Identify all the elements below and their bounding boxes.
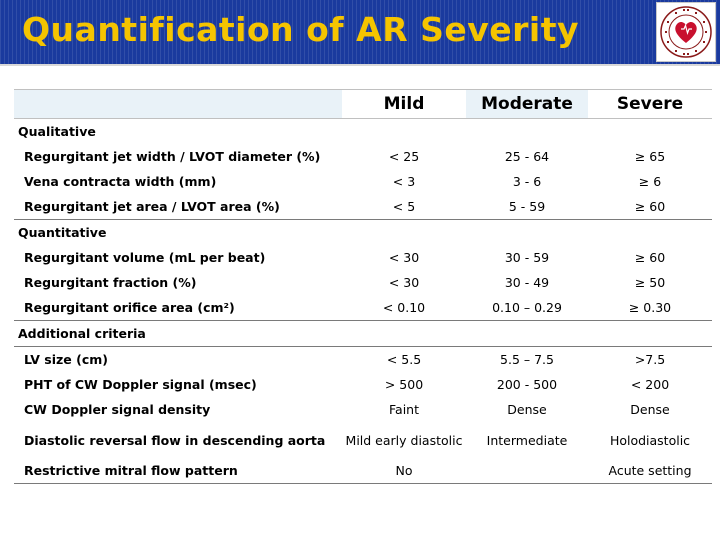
section-label: Additional criteria <box>14 321 712 347</box>
slide-title: Quantification of AR Severity <box>22 10 580 49</box>
criterion-cell: Diastolic reversal flow in descending aorta <box>24 432 326 448</box>
severe-cell: ≥ 60 <box>634 250 666 265</box>
criterion-cell: LV size (cm) <box>14 347 342 373</box>
criterion-cell: PHT of CW Doppler signal (msec) <box>24 377 257 392</box>
table-row <box>14 245 712 270</box>
moderate-cell: Intermediate <box>486 432 568 448</box>
table-header-row <box>14 90 712 119</box>
criterion-cell: Regurgitant jet area / LVOT area (%) <box>24 199 280 214</box>
moderate-cell: 30 - 59 <box>504 250 550 265</box>
severe-cell: < 200 <box>630 377 670 392</box>
mild-cell: < 5.5 <box>342 347 466 373</box>
moderate-cell: 30 - 49 <box>504 275 550 290</box>
table-row <box>14 347 712 373</box>
criterion-cell: Regurgitant orifice area (cm²) <box>24 300 235 315</box>
section-row-qualitative <box>14 119 712 145</box>
criterion-cell: Restrictive mitral flow pattern <box>14 458 342 484</box>
severe-cell: ≥ 0.30 <box>628 300 672 315</box>
criterion-cell: Regurgitant volume (mL per beat) <box>24 250 266 265</box>
header-cell-mild: Mild <box>342 90 466 119</box>
table-row <box>14 295 712 321</box>
mild-cell: > 500 <box>384 377 424 392</box>
section-row-additional-criteria <box>14 321 712 347</box>
header-divider <box>0 64 720 66</box>
moderate-cell: 3 - 6 <box>512 174 542 189</box>
table-row <box>14 194 712 220</box>
criterion-cell: CW Doppler signal density <box>24 402 211 417</box>
header-cell-severe: Severe <box>588 90 712 119</box>
mild-cell: Faint <box>389 402 419 417</box>
moderate-cell: 5 - 59 <box>508 199 546 214</box>
criterion-cell: Vena contracta width (mm) <box>24 174 217 189</box>
severe-cell: >7.5 <box>588 347 712 373</box>
mild-cell: No <box>342 458 466 484</box>
table-row <box>14 422 712 458</box>
severe-cell: Dense <box>630 402 670 417</box>
table-row <box>14 397 712 422</box>
mild-cell: < 3 <box>392 174 416 189</box>
severe-cell: ≥ 50 <box>634 275 666 290</box>
moderate-cell: Dense <box>507 402 547 417</box>
society-seal-logo <box>656 2 716 62</box>
header-cell-criteria <box>14 90 342 119</box>
section-label: Quantitative <box>14 220 712 246</box>
moderate-cell: 25 - 64 <box>504 149 550 164</box>
section-label: Qualitative <box>18 124 96 139</box>
table-row <box>14 458 712 484</box>
mild-cell: < 25 <box>388 149 420 164</box>
criterion-cell: Regurgitant fraction (%) <box>24 275 197 290</box>
severe-cell: ≥ 6 <box>638 174 662 189</box>
table-body <box>14 119 712 484</box>
section-row-quantitative <box>14 220 712 246</box>
table-row <box>14 144 712 169</box>
severe-cell: ≥ 65 <box>634 149 666 164</box>
slide-header <box>0 0 720 64</box>
seal-logo-icon <box>659 5 713 59</box>
table-row <box>14 169 712 194</box>
header-cell-moderate: Moderate <box>466 90 588 119</box>
moderate-cell: 200 - 500 <box>496 377 558 392</box>
severe-cell: Acute setting <box>588 458 712 484</box>
mild-cell: < 0.10 <box>382 300 426 315</box>
severe-cell: Holodiastolic <box>609 432 691 448</box>
mild-cell: < 30 <box>388 275 420 290</box>
criterion-cell: Regurgitant jet width / LVOT diameter (%) <box>24 149 321 164</box>
severe-cell: ≥ 60 <box>634 199 666 214</box>
table-row <box>14 270 712 295</box>
ar-severity-table <box>14 89 712 484</box>
moderate-cell <box>466 458 588 484</box>
table-row <box>14 372 712 397</box>
mild-cell: < 5 <box>392 199 416 214</box>
moderate-cell: 0.10 – 0.29 <box>492 300 562 315</box>
mild-cell: < 30 <box>388 250 420 265</box>
moderate-cell: 5.5 – 7.5 <box>466 347 588 373</box>
mild-cell: Mild early diastolic <box>345 432 463 448</box>
